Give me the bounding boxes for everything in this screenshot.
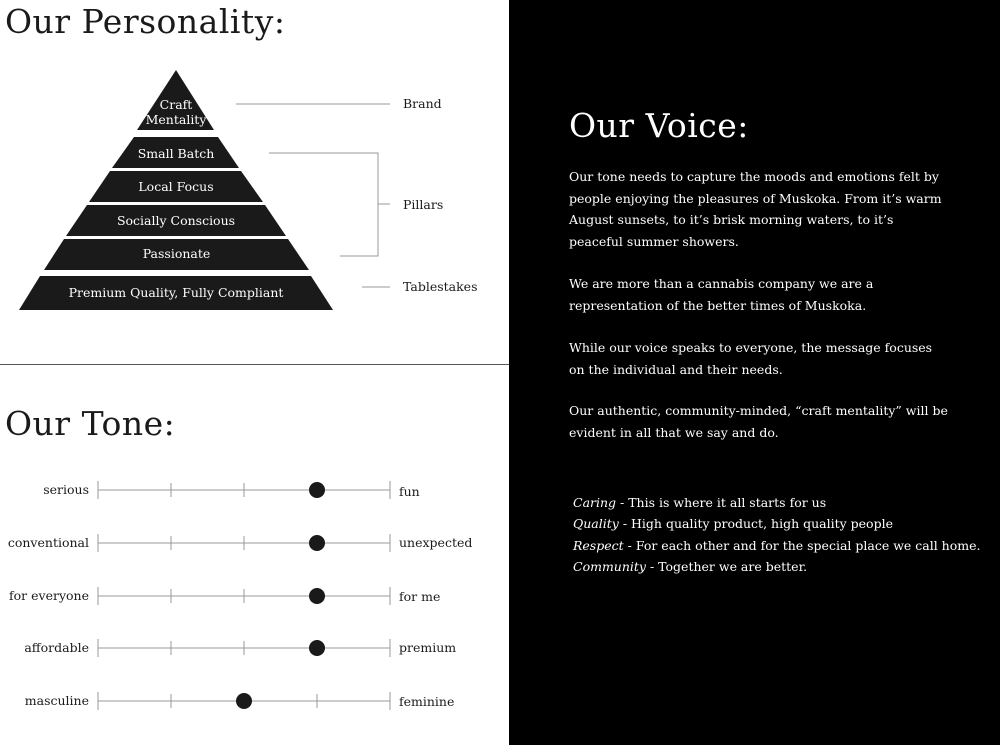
tone-right-label: feminine [399, 694, 455, 709]
pyramid-layer-2-label: Local Focus [138, 179, 214, 194]
tone-slider [90, 582, 400, 612]
right-panel [509, 0, 1000, 745]
voice-paragraph: We are more than a cannabis company we are a representation of the better times of Muskoka. [569, 276, 874, 313]
tone-slider [90, 476, 400, 506]
tone-left-label: for everyone [9, 588, 89, 603]
pyramid-layer-1-label: Small Batch [137, 146, 215, 161]
pyramid-base-label: Premium Quality, Fully Compliant [68, 285, 284, 300]
pyramid-layer-4-label: Passionate [142, 246, 211, 261]
voice-paragraph: While our voice speaks to everyone, the message focuses on the individual and their needs. [569, 340, 933, 377]
brand-label: Brand [403, 96, 442, 111]
pillars-label: Pillars [403, 197, 444, 212]
tone-marker [236, 693, 252, 709]
tone-left-label: affordable [24, 640, 89, 655]
tone-marker [309, 640, 325, 656]
tone-scale [0, 687, 509, 717]
tone-right-label: fun [399, 484, 420, 499]
tone-right-label: premium [399, 640, 457, 655]
pyramid-top-line-1: Craft [159, 97, 193, 112]
value-item [573, 556, 807, 578]
tablestakes-label: Tablestakes [403, 279, 478, 294]
voice-paragraph: Our tone needs to capture the moods and emotions felt by people enjoying the pleasures of Muskoka. From it’s warm August sunsets, to it’s brisk morning waters, to it’s peaceful summer showers. [569, 169, 942, 249]
tone-marker [309, 482, 325, 498]
tone-right-label: for me [399, 589, 441, 604]
value-text: - This is where it all starts for us [616, 495, 827, 510]
tone-left-label: masculine [24, 693, 89, 708]
value-text: - For each other and for the special place we call home. [623, 538, 981, 553]
value-term: Quality [573, 516, 619, 531]
tone-right-label: unexpected [399, 535, 473, 550]
personality-title: Our Personality: [5, 2, 286, 41]
tone-left-label: serious [43, 482, 89, 497]
value-term: Caring [573, 495, 617, 510]
tone-marker [309, 588, 325, 604]
value-item [573, 535, 981, 557]
section-divider [0, 364, 509, 365]
value-text: - High quality product, high quality people [618, 516, 893, 531]
voice-paragraph: Our authentic, community-minded, “craft mentality” will be evident in all that we say and do. [569, 403, 948, 440]
tone-slider [90, 634, 400, 664]
tone-slider [90, 687, 400, 717]
tone-scale [0, 529, 509, 559]
value-item [573, 513, 893, 535]
value-item [573, 492, 826, 514]
tone-title: Our Tone: [5, 404, 176, 443]
voice-title: Our Voice: [569, 106, 749, 145]
tone-scale [0, 476, 509, 506]
tone-marker [309, 535, 325, 551]
tone-scale [0, 634, 509, 664]
pyramid-layer-3-label: Socially Conscious [116, 213, 236, 228]
pyramid-top-line-2: Mentality [145, 112, 207, 127]
pyramid-top-label [136, 97, 216, 127]
tone-left-label: conventional [7, 535, 89, 550]
value-term: Community [573, 559, 646, 574]
value-text: - Together we are better. [645, 559, 808, 574]
tone-slider [90, 529, 400, 559]
tone-scale [0, 582, 509, 612]
value-term: Respect [573, 538, 624, 553]
